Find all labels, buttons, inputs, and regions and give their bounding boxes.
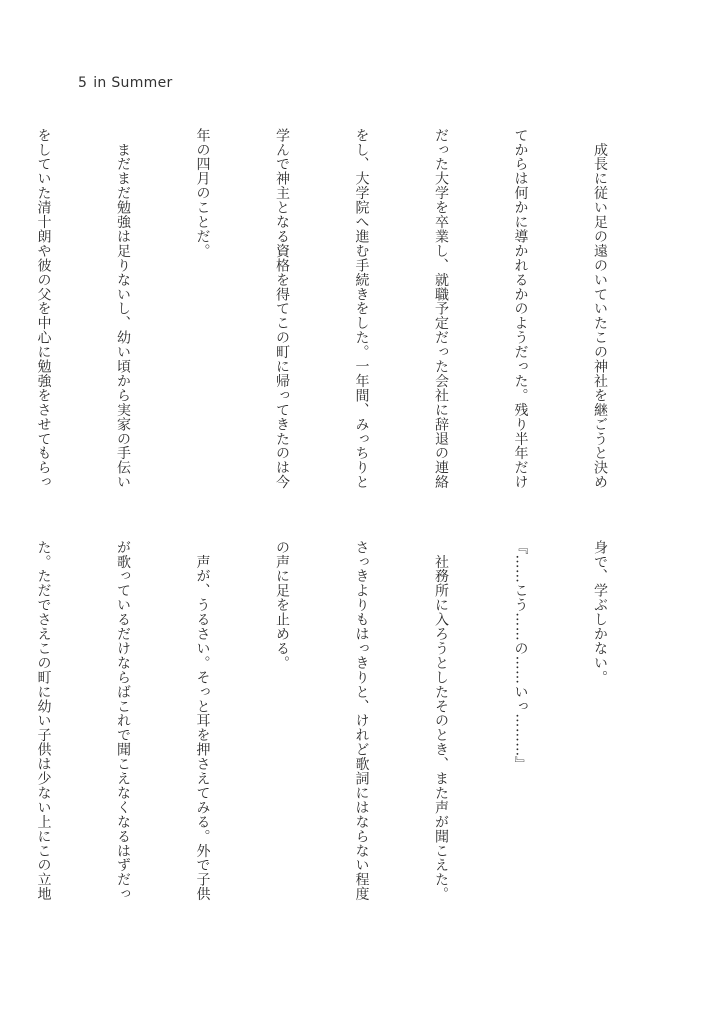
text-line: の声に足を止める。 (274, 540, 290, 671)
text-line: 学んで神主となる資格を得てこの町に帰ってきたのは今 (274, 128, 290, 490)
text-line: てからは何かに導かれるかのようだった。残り半年だけ (512, 128, 529, 490)
text-line: 声が、うるさい。そっと耳を押さえてみる。外で子供 (194, 540, 211, 902)
text-line: 成長に従い足の遠のいていたこの神社を継ごうと決め (592, 128, 608, 490)
text-line: さっきよりもはっきりと、けれど歌詞にはならない程度 (353, 540, 370, 902)
text-line: をしていた清十朗や彼の父を中心に勉強をさせてもらっ (35, 128, 52, 490)
text-line: をし、大学院へ進む手続きをした。一年間、みっちりと (353, 128, 370, 490)
page-header (78, 75, 173, 91)
text-line: 年の四月のことだ。 (194, 128, 211, 259)
running-title: in Summer (93, 75, 173, 91)
text-line: だった大学を卒業し、就職予定だった会社に辞退の連絡 (433, 128, 449, 490)
text-line: まだまだ勉強は足りないし、幼い頃から実家の手伝い (115, 128, 131, 490)
page-number: 5 (78, 75, 88, 91)
text-line: が歌っているだけならばこれで聞こえなくなるはずだっ (115, 540, 131, 902)
top-text-block (35, 128, 666, 508)
text-line: 『……こう……の……いっ………』 (512, 540, 529, 772)
text-line: 身で、学ぶしかない。 (592, 540, 608, 685)
text-line: 社務所に入ろうとしたそのとき、また声が聞こえた。 (433, 540, 449, 902)
text-line: た。ただでさえこの町に幼い子供は少ない上にこの立地 (35, 540, 52, 902)
bottom-text-block (35, 540, 666, 930)
